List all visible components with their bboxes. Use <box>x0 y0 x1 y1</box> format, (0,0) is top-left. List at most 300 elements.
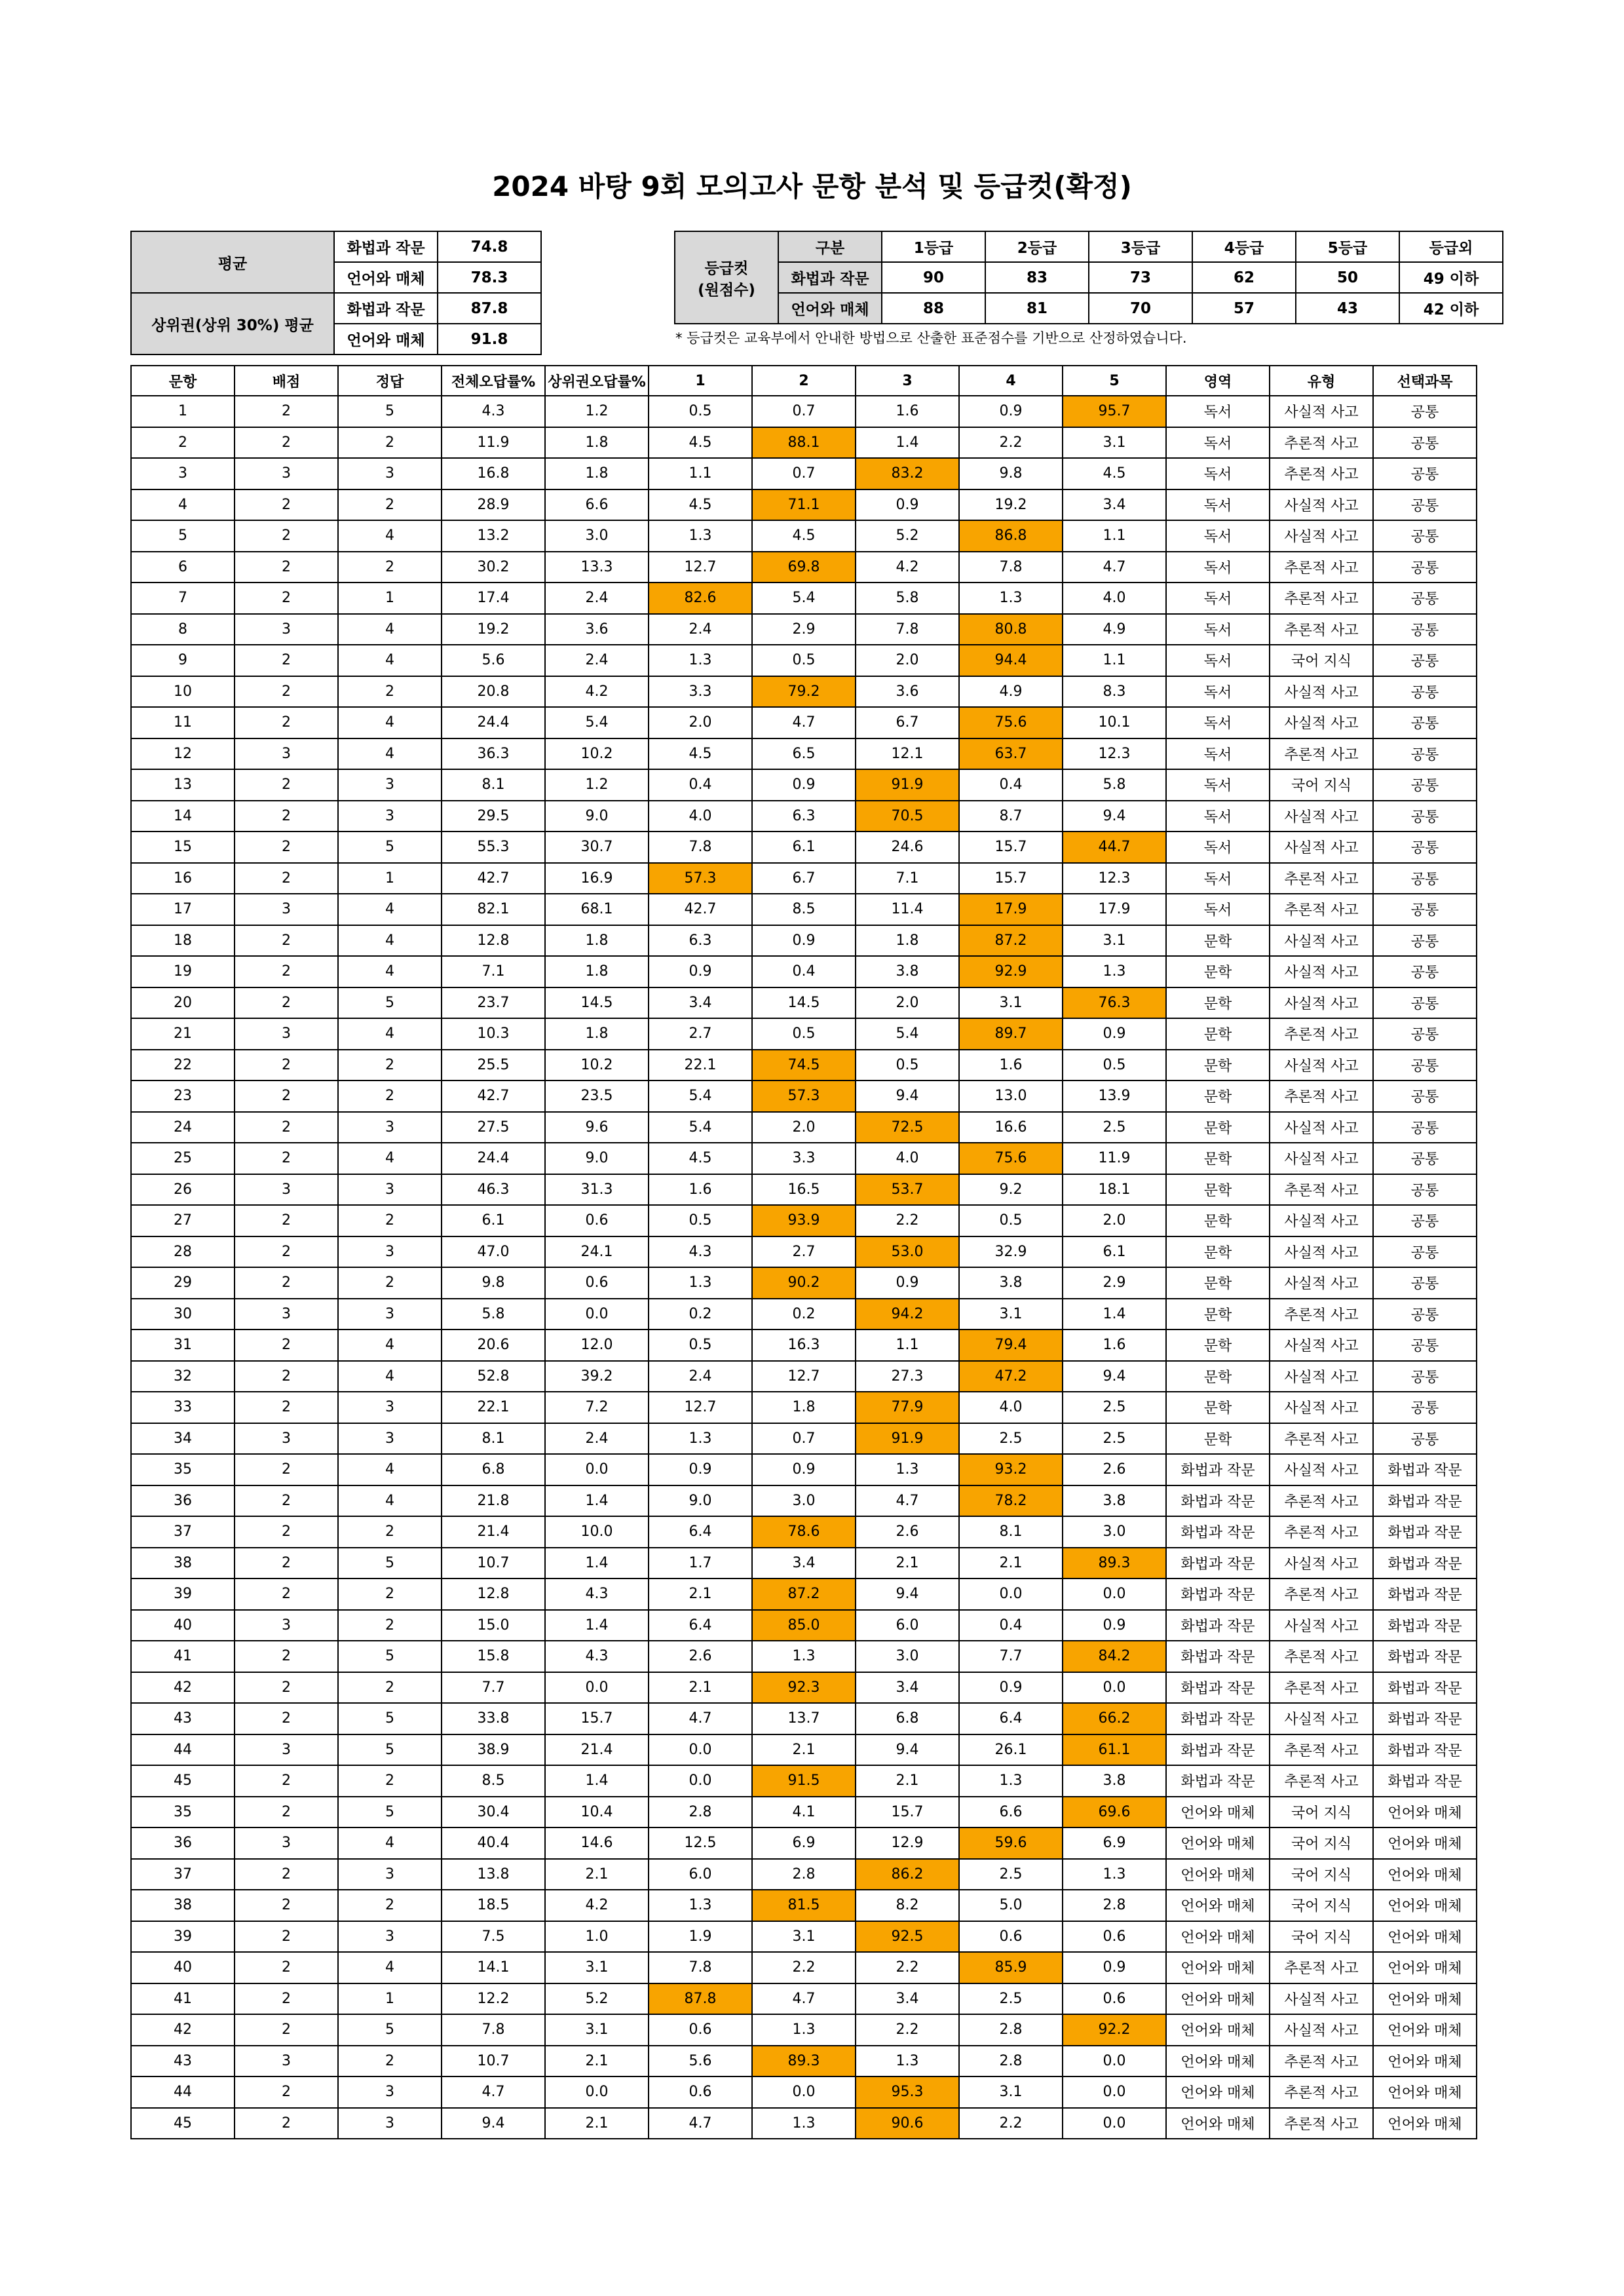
table-cell: 6.1 <box>442 1205 545 1236</box>
table-cell: 공통 <box>1373 458 1477 489</box>
correct-answer-rate-cell: 53.0 <box>856 1236 959 1268</box>
table-cell: 화법과 작문 <box>1373 1454 1477 1485</box>
table-cell: 1.7 <box>649 1548 752 1579</box>
table-cell: 37 <box>131 1516 235 1548</box>
table-cell: 41 <box>131 1641 235 1672</box>
cutoff-cell: 81 <box>985 293 1089 324</box>
cutoff-cell: 49 이하 <box>1399 262 1503 293</box>
table-cell: 3.4 <box>856 1983 959 2015</box>
table-cell: 국어 지식 <box>1270 645 1373 676</box>
table-cell: 11.9 <box>1063 1143 1166 1174</box>
table-row <box>131 645 1477 676</box>
table-cell: 3.4 <box>752 1548 856 1579</box>
table-cell: 0.0 <box>959 1578 1063 1610</box>
table-cell: 추론적 사고 <box>1270 1516 1373 1548</box>
table-cell: 독서 <box>1166 738 1270 770</box>
table-cell: 0.9 <box>856 489 959 521</box>
correct-answer-rate-cell: 78.6 <box>752 1516 856 1548</box>
top-average-value-eonmae: 91.8 <box>438 324 541 354</box>
table-cell: 2.1 <box>856 1765 959 1797</box>
table-cell: 1.4 <box>545 1765 649 1797</box>
table-cell: 문학 <box>1166 1299 1270 1330</box>
correct-answer-rate-cell: 90.2 <box>752 1267 856 1299</box>
table-cell: 3 <box>338 1299 442 1330</box>
table-cell: 4 <box>338 1018 442 1050</box>
table-cell: 25 <box>131 1143 235 1174</box>
table-cell: 추론적 사고 <box>1270 1672 1373 1704</box>
correct-answer-rate-cell: 77.9 <box>856 1392 959 1423</box>
table-cell: 언어와 매체 <box>1166 2014 1270 2046</box>
table-row <box>131 1205 1477 1236</box>
column-header: 상위권오답률% <box>545 366 649 396</box>
table-cell: 언어와 매체 <box>1166 2108 1270 2139</box>
table-cell: 사실적 사고 <box>1270 1205 1373 1236</box>
table-cell: 6.3 <box>752 801 856 832</box>
table-cell: 9.8 <box>442 1267 545 1299</box>
table-cell: 공통 <box>1373 1361 1477 1392</box>
correct-answer-rate-cell: 89.3 <box>752 2046 856 2077</box>
cutoff-cell: 62 <box>1192 262 1296 293</box>
table-cell: 화법과 작문 <box>1166 1672 1270 1704</box>
table-cell: 6.7 <box>856 707 959 738</box>
table-cell: 13.9 <box>1063 1081 1166 1112</box>
table-cell: 9.8 <box>959 458 1063 489</box>
table-cell: 1.1 <box>856 1330 959 1361</box>
table-row <box>131 2046 1477 2077</box>
table-cell: 12.0 <box>545 1330 649 1361</box>
correct-answer-rate-cell: 91.5 <box>752 1765 856 1797</box>
table-cell: 3 <box>235 894 338 925</box>
table-row <box>131 2076 1477 2108</box>
cutoff-header-grade4: 4등급 <box>1192 231 1296 262</box>
table-cell: 16.3 <box>752 1330 856 1361</box>
table-cell: 40.4 <box>442 1827 545 1859</box>
table-cell: 공통 <box>1373 863 1477 894</box>
average-score-table <box>130 231 542 355</box>
table-cell: 2 <box>338 1050 442 1081</box>
table-row <box>131 1921 1477 1953</box>
table-cell: 추론적 사고 <box>1270 1952 1373 1983</box>
table-cell: 12.9 <box>856 1827 959 1859</box>
correct-answer-rate-cell: 79.4 <box>959 1330 1063 1361</box>
table-cell: 공통 <box>1373 1050 1477 1081</box>
table-cell: 27.5 <box>442 1112 545 1143</box>
table-cell: 2 <box>338 1267 442 1299</box>
table-cell: 2.9 <box>752 614 856 645</box>
table-cell: 8.1 <box>442 769 545 801</box>
table-cell: 24.4 <box>442 707 545 738</box>
table-cell: 10.0 <box>545 1516 649 1548</box>
table-cell: 문학 <box>1166 1112 1270 1143</box>
table-cell: 39 <box>131 1921 235 1953</box>
table-cell: 12.8 <box>442 925 545 957</box>
table-cell: 3 <box>235 458 338 489</box>
table-cell: 화법과 작문 <box>1166 1641 1270 1672</box>
table-cell: 0.6 <box>1063 1983 1166 2015</box>
table-cell: 3.1 <box>1063 925 1166 957</box>
table-cell: 4.9 <box>1063 614 1166 645</box>
column-header: 정답 <box>338 366 442 396</box>
table-cell: 2.2 <box>959 427 1063 459</box>
table-cell: 5 <box>338 1703 442 1734</box>
table-cell: 1.4 <box>1063 1299 1166 1330</box>
table-cell: 3.4 <box>1063 489 1166 521</box>
table-row <box>131 1143 1477 1174</box>
table-cell: 9.4 <box>856 1081 959 1112</box>
table-cell: 1.4 <box>856 427 959 459</box>
table-cell: 1.3 <box>752 2108 856 2139</box>
table-cell: 7.1 <box>442 956 545 987</box>
table-cell: 4.0 <box>856 1143 959 1174</box>
table-cell: 6.8 <box>442 1454 545 1485</box>
cutoff-note: * 등급컷은 교육부에서 안내한 방법으로 산출한 표준점수를 기반으로 산정하였습니다. <box>675 330 1187 346</box>
table-cell: 5 <box>338 987 442 1019</box>
table-row <box>131 676 1477 708</box>
table-cell: 사실적 사고 <box>1270 1361 1373 1392</box>
table-cell: 2 <box>131 427 235 459</box>
table-cell: 40 <box>131 1952 235 1983</box>
correct-answer-rate-cell: 57.3 <box>752 1081 856 1112</box>
table-cell: 3 <box>235 1734 338 1766</box>
table-cell: 화법과 작문 <box>1373 1548 1477 1579</box>
table-cell: 추론적 사고 <box>1270 863 1373 894</box>
table-cell: 문학 <box>1166 1174 1270 1206</box>
table-cell: 0.4 <box>752 956 856 987</box>
table-cell: 추론적 사고 <box>1270 1018 1373 1050</box>
table-cell: 사실적 사고 <box>1270 1392 1373 1423</box>
table-cell: 2.1 <box>545 2108 649 2139</box>
table-cell: 15.7 <box>959 832 1063 863</box>
correct-answer-rate-cell: 91.9 <box>856 1423 959 1455</box>
correct-answer-rate-cell: 71.1 <box>752 489 856 521</box>
correct-answer-rate-cell: 66.2 <box>1063 1703 1166 1734</box>
table-cell: 화법과 작문 <box>1373 1516 1477 1548</box>
table-cell: 사실적 사고 <box>1270 1330 1373 1361</box>
table-cell: 사실적 사고 <box>1270 489 1373 521</box>
table-cell: 2 <box>235 956 338 987</box>
cutoff-cell: 57 <box>1192 293 1296 324</box>
table-cell: 추론적 사고 <box>1270 1299 1373 1330</box>
table-cell: 19.2 <box>442 614 545 645</box>
table-cell: 5.2 <box>856 520 959 552</box>
table-cell: 23.7 <box>442 987 545 1019</box>
table-cell: 3.4 <box>649 987 752 1019</box>
table-cell: 2 <box>235 1485 338 1517</box>
table-cell: 39.2 <box>545 1361 649 1392</box>
table-cell: 2.0 <box>649 707 752 738</box>
table-cell: 3.3 <box>752 1143 856 1174</box>
table-cell: 18 <box>131 925 235 957</box>
table-cell: 5 <box>338 832 442 863</box>
table-cell: 언어와 매체 <box>1373 1797 1477 1828</box>
table-cell: 화법과 작문 <box>1373 1641 1477 1672</box>
table-cell: 2.1 <box>649 1672 752 1704</box>
table-cell: 21.8 <box>442 1485 545 1517</box>
table-cell: 0.6 <box>959 1921 1063 1953</box>
table-row <box>131 1797 1477 1828</box>
table-cell: 4 <box>338 925 442 957</box>
table-cell: 38 <box>131 1890 235 1921</box>
correct-answer-rate-cell: 84.2 <box>1063 1641 1166 1672</box>
table-cell: 0.6 <box>545 1205 649 1236</box>
cutoff-cell: 73 <box>1089 262 1192 293</box>
table-cell: 2 <box>235 1143 338 1174</box>
table-cell: 47.0 <box>442 1236 545 1268</box>
table-cell: 5.2 <box>545 1983 649 2015</box>
table-cell: 26.1 <box>959 1734 1063 1766</box>
table-cell: 4.3 <box>649 1236 752 1268</box>
table-cell: 45 <box>131 1765 235 1797</box>
table-cell: 3 <box>235 1610 338 1641</box>
table-cell: 5.4 <box>545 707 649 738</box>
table-cell: 0.0 <box>1063 2108 1166 2139</box>
table-cell: 10.2 <box>545 738 649 770</box>
column-header: 3 <box>856 366 959 396</box>
table-row <box>131 1236 1477 1268</box>
correct-answer-rate-cell: 95.7 <box>1063 396 1166 427</box>
table-cell: 사실적 사고 <box>1270 396 1373 427</box>
correct-answer-rate-cell: 89.7 <box>959 1018 1063 1050</box>
table-cell: 2 <box>235 1267 338 1299</box>
table-cell: 5 <box>338 1641 442 1672</box>
table-cell: 독서 <box>1166 645 1270 676</box>
table-cell: 8.1 <box>959 1516 1063 1548</box>
table-cell: 화법과 작문 <box>1166 1610 1270 1641</box>
table-cell: 국어 지식 <box>1270 1921 1373 1953</box>
column-header: 1 <box>649 366 752 396</box>
item-analysis-table <box>130 365 1477 2139</box>
table-cell: 23 <box>131 1081 235 1112</box>
table-cell: 2.6 <box>649 1641 752 1672</box>
table-cell: 7.7 <box>959 1641 1063 1672</box>
correct-answer-rate-cell: 87.2 <box>752 1578 856 1610</box>
table-cell: 0.5 <box>959 1205 1063 1236</box>
table-cell: 3.6 <box>545 614 649 645</box>
table-cell: 공통 <box>1373 489 1477 521</box>
table-cell: 10 <box>131 676 235 708</box>
table-cell: 4.2 <box>856 552 959 583</box>
correct-answer-rate-cell: 83.2 <box>856 458 959 489</box>
table-cell: 15.7 <box>545 1703 649 1734</box>
cutoff-cell: 88 <box>882 293 985 324</box>
table-cell: 문학 <box>1166 987 1270 1019</box>
table-cell: 공통 <box>1373 427 1477 459</box>
table-cell: 24.6 <box>856 832 959 863</box>
table-cell: 독서 <box>1166 707 1270 738</box>
table-cell: 5.8 <box>856 583 959 614</box>
table-cell: 2 <box>235 1890 338 1921</box>
table-cell: 화법과 작문 <box>1166 1765 1270 1797</box>
table-cell: 5 <box>338 1797 442 1828</box>
table-cell: 3.1 <box>752 1921 856 1953</box>
table-cell: 2.8 <box>959 2046 1063 2077</box>
correct-answer-rate-cell: 86.2 <box>856 1859 959 1890</box>
table-cell: 1.4 <box>545 1548 649 1579</box>
table-cell: 4 <box>338 738 442 770</box>
table-cell: 5.6 <box>442 645 545 676</box>
correct-answer-rate-cell: 85.0 <box>752 1610 856 1641</box>
table-cell: 2 <box>235 645 338 676</box>
table-cell: 독서 <box>1166 583 1270 614</box>
correct-answer-rate-cell: 91.9 <box>856 769 959 801</box>
table-cell: 33.8 <box>442 1703 545 1734</box>
table-cell: 4.0 <box>649 801 752 832</box>
table-cell: 2 <box>235 925 338 957</box>
table-cell: 공통 <box>1373 956 1477 987</box>
table-cell: 68.1 <box>545 894 649 925</box>
grade-cutoff-table <box>674 231 1503 324</box>
correct-answer-rate-cell: 92.2 <box>1063 2014 1166 2046</box>
table-cell: 4.3 <box>545 1578 649 1610</box>
table-cell: 0.7 <box>752 458 856 489</box>
table-row <box>131 1827 1477 1859</box>
table-cell: 1.3 <box>649 645 752 676</box>
table-row <box>131 894 1477 925</box>
cutoff-subject-hwajak: 화법과 작문 <box>778 262 882 293</box>
table-cell: 2 <box>235 1578 338 1610</box>
table-cell: 16.6 <box>959 1112 1063 1143</box>
table-row <box>131 396 1477 427</box>
average-subject-eonmae: 언어와 매체 <box>334 262 438 293</box>
table-cell: 9.4 <box>1063 801 1166 832</box>
table-cell: 3 <box>338 1423 442 1455</box>
table-cell: 1.3 <box>959 583 1063 614</box>
table-cell: 5.8 <box>442 1299 545 1330</box>
table-cell: 6.1 <box>1063 1236 1166 1268</box>
column-header: 2 <box>752 366 856 396</box>
table-cell: 4 <box>338 956 442 987</box>
table-cell: 3 <box>131 458 235 489</box>
table-cell: 3 <box>338 1112 442 1143</box>
table-cell: 1.8 <box>545 458 649 489</box>
table-cell: 1.1 <box>1063 520 1166 552</box>
table-cell: 2.1 <box>545 2046 649 2077</box>
table-cell: 2.2 <box>959 2108 1063 2139</box>
table-cell: 사실적 사고 <box>1270 1236 1373 1268</box>
table-cell: 4.7 <box>856 1485 959 1517</box>
item-analysis-body <box>131 396 1477 2139</box>
table-cell: 언어와 매체 <box>1373 1952 1477 1983</box>
table-cell: 38 <box>131 1548 235 1579</box>
table-cell: 추론적 사고 <box>1270 614 1373 645</box>
table-cell: 독서 <box>1166 801 1270 832</box>
table-cell: 7.8 <box>649 1952 752 1983</box>
table-cell: 4.5 <box>649 738 752 770</box>
table-cell: 35 <box>131 1454 235 1485</box>
table-cell: 2 <box>235 1641 338 1672</box>
table-row <box>131 1081 1477 1112</box>
table-cell: 2 <box>235 1921 338 1953</box>
table-cell: 3 <box>338 1921 442 1953</box>
cutoff-cell: 83 <box>985 262 1089 293</box>
average-value-eonmae: 78.3 <box>438 262 541 293</box>
table-cell: 공통 <box>1373 925 1477 957</box>
table-cell: 추론적 사고 <box>1270 1423 1373 1455</box>
table-cell: 3.1 <box>1063 427 1166 459</box>
table-cell: 2 <box>235 1765 338 1797</box>
table-cell: 추론적 사고 <box>1270 738 1373 770</box>
cutoff-header-category: 구분 <box>778 231 882 262</box>
table-cell: 21 <box>131 1018 235 1050</box>
table-cell: 2 <box>338 1765 442 1797</box>
correct-answer-rate-cell: 87.8 <box>649 1983 752 2015</box>
table-row <box>131 956 1477 987</box>
table-cell: 4 <box>338 707 442 738</box>
table-row <box>131 987 1477 1019</box>
table-row <box>131 1050 1477 1081</box>
table-cell: 1.6 <box>1063 1330 1166 1361</box>
table-cell: 사실적 사고 <box>1270 1143 1373 1174</box>
table-cell: 17 <box>131 894 235 925</box>
table-cell: 2 <box>235 1454 338 1485</box>
table-cell: 2.8 <box>959 2014 1063 2046</box>
table-cell: 문학 <box>1166 1423 1270 1455</box>
table-cell: 2 <box>235 1703 338 1734</box>
table-cell: 3 <box>235 1174 338 1206</box>
table-cell: 7 <box>131 583 235 614</box>
table-cell: 1.3 <box>959 1765 1063 1797</box>
table-cell: 0.5 <box>1063 1050 1166 1081</box>
table-cell: 0.9 <box>1063 1610 1166 1641</box>
table-cell: 34 <box>131 1423 235 1455</box>
table-row <box>131 1516 1477 1548</box>
table-cell: 0.7 <box>752 1423 856 1455</box>
table-cell: 6.3 <box>649 925 752 957</box>
table-cell: 2.4 <box>545 1423 649 1455</box>
table-cell: 사실적 사고 <box>1270 1112 1373 1143</box>
table-cell: 0.9 <box>1063 1952 1166 1983</box>
table-cell: 2 <box>235 1516 338 1548</box>
table-cell: 7.1 <box>856 863 959 894</box>
table-cell: 문학 <box>1166 1143 1270 1174</box>
table-row <box>131 1765 1477 1797</box>
table-cell: 8.7 <box>959 801 1063 832</box>
table-cell: 사실적 사고 <box>1270 676 1373 708</box>
table-cell: 2.0 <box>752 1112 856 1143</box>
table-cell: 2 <box>235 396 338 427</box>
table-cell: 4.2 <box>545 676 649 708</box>
table-cell: 사실적 사고 <box>1270 832 1373 863</box>
table-cell: 1.3 <box>1063 956 1166 987</box>
table-cell: 국어 지식 <box>1270 1827 1373 1859</box>
table-cell: 5.4 <box>649 1081 752 1112</box>
table-cell: 1 <box>338 583 442 614</box>
table-cell: 6.5 <box>752 738 856 770</box>
correct-answer-rate-cell: 92.9 <box>959 956 1063 987</box>
correct-answer-rate-cell: 86.8 <box>959 520 1063 552</box>
table-cell: 0.0 <box>545 1454 649 1485</box>
table-cell: 5.4 <box>856 1018 959 1050</box>
correct-answer-rate-cell: 47.2 <box>959 1361 1063 1392</box>
table-row <box>131 489 1477 521</box>
table-cell: 사실적 사고 <box>1270 1050 1373 1081</box>
table-cell: 4.3 <box>545 1641 649 1672</box>
table-cell: 14 <box>131 801 235 832</box>
table-cell: 13.2 <box>442 520 545 552</box>
table-cell: 2 <box>235 1983 338 2015</box>
table-cell: 3.1 <box>959 2076 1063 2108</box>
table-cell: 31.3 <box>545 1174 649 1206</box>
table-cell: 30 <box>131 1299 235 1330</box>
table-cell: 사실적 사고 <box>1270 1267 1373 1299</box>
table-cell: 1.3 <box>649 1423 752 1455</box>
table-cell: 2 <box>235 427 338 459</box>
table-cell: 3.0 <box>856 1641 959 1672</box>
table-cell: 4.7 <box>752 1983 856 2015</box>
cutoff-header-grade2: 2등급 <box>985 231 1089 262</box>
table-cell: 공통 <box>1373 676 1477 708</box>
table-cell: 21.4 <box>442 1516 545 1548</box>
